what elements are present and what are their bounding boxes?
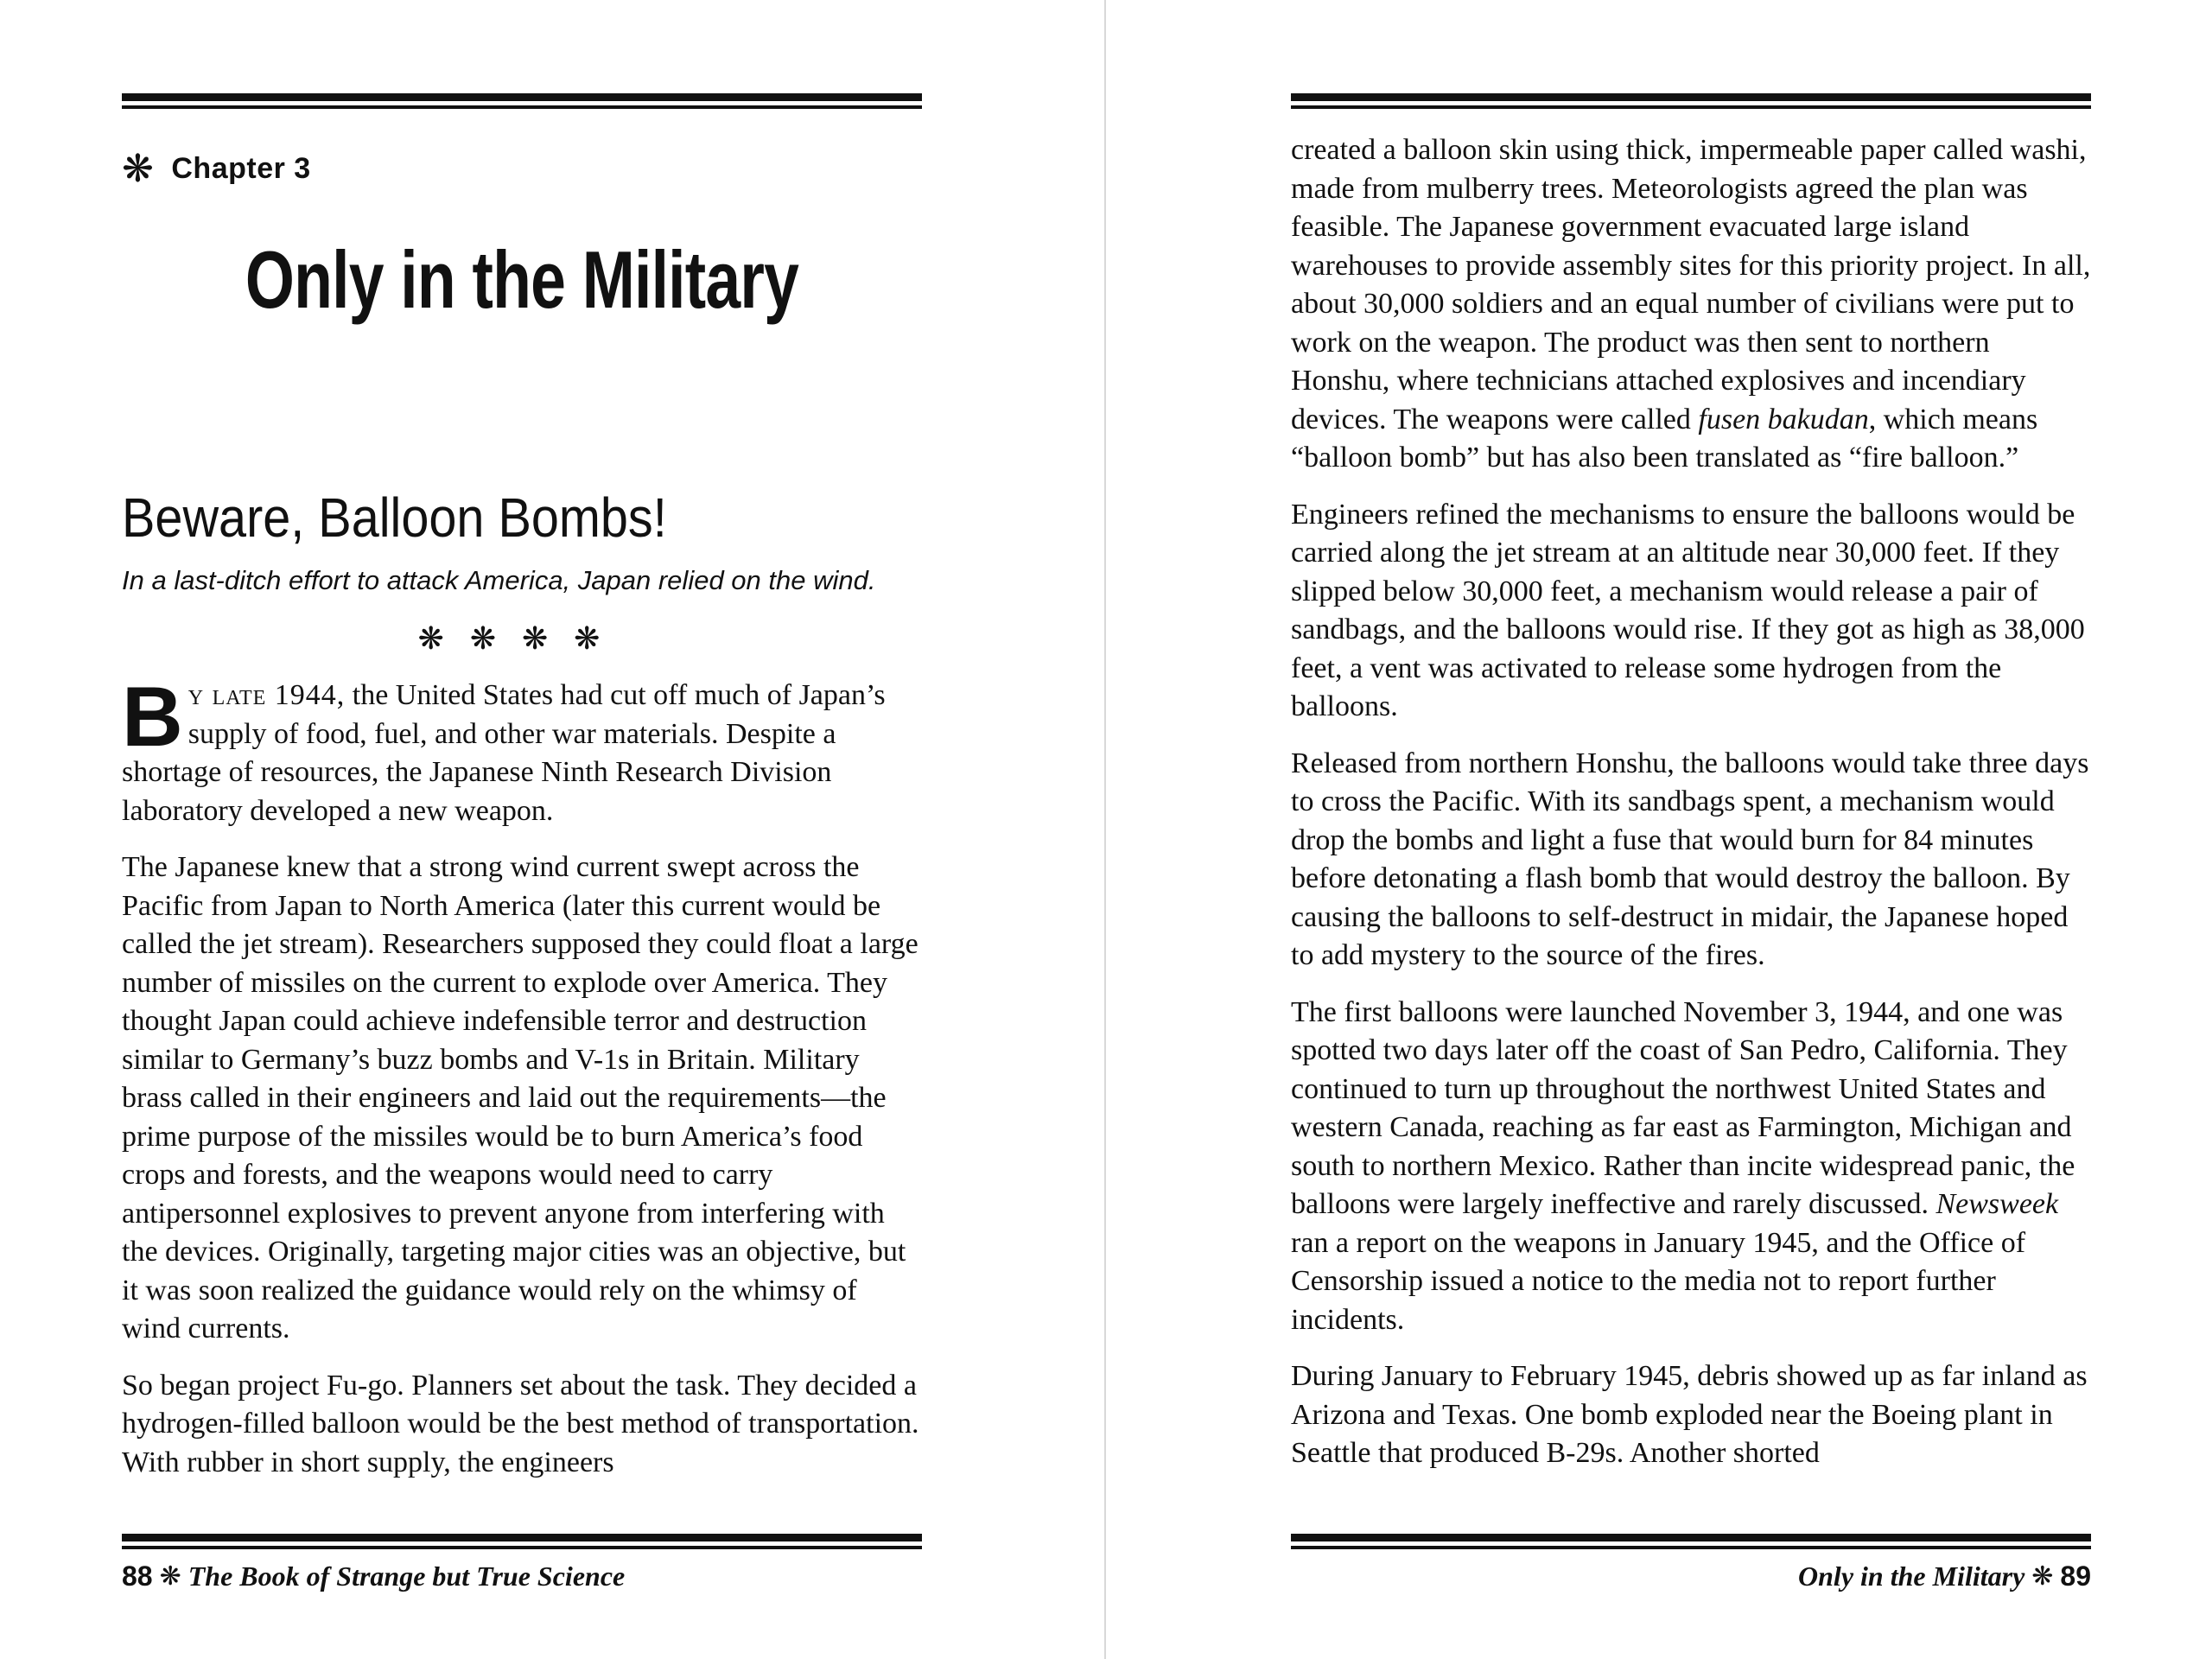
asterisk-star-icon: ❋ bbox=[159, 1562, 181, 1591]
italic-term: fusen bakudan bbox=[1698, 403, 1869, 435]
paragraph: During January to February 1945, debris showed up as far inland as Arizona and Texas. One bomb exploded near the Boeing plant in Seattle that produced B-29s. Another shorted bbox=[1291, 1360, 2088, 1469]
left-footer bbox=[122, 1560, 625, 1592]
right-footer bbox=[1798, 1560, 2091, 1592]
right-body-text bbox=[1291, 131, 2091, 1491]
chapter-label-text: Chapter 3 bbox=[171, 152, 311, 185]
paragraph bbox=[122, 669, 922, 830]
paragraph: The Japanese knew that a strong wind current swept across the Pacific from Japan to North America (later this current would be called the jet stream). Researchers supposed they could float a large number of missiles on the current to explode over America. They thought Japan could achieve indefensible terror and destruction similar to Germany’s buzz bombs and V-1s in Britain. Military brass called in their engineers and laid out the requirements—the prime purpose of the missiles would be to burn America’s food crops and forests, and the weapons would need to carry antipersonnel explosives to prevent anyone from interfering with the devices. Originally, targeting major cities was an objective, but it was soon realized the guidance would rely on the whimsy of wind currents. bbox=[122, 851, 918, 1344]
left-body-text bbox=[122, 669, 922, 1500]
right-page bbox=[1291, 0, 2091, 1659]
asterisk-star-icon: ❋ bbox=[2031, 1562, 2054, 1591]
paragraph: Engineers refined the mechanisms to ensure the balloons would be carried along the jet stream at an altitude near 30,000 feet. If they slipped below 30,000 feet, a mechanism would release a pair of sandbags, and the balloons would rise. If they got as high as 38,000 feet, a vent was activated to release some hydrogen from the balloons. bbox=[1291, 498, 2085, 722]
paragraph: Released from northern Honshu, the balloons would take three days to cross the Pacific. With its sandbags spent, a mechanism would drop the bombs and light a fuse that would burn for 84 minutes before detonating a flash bomb that would destroy the balloon. By causing the balloons to self-destruct in midair, the Japanese hoped to add mystery to the source of the fires. bbox=[1291, 747, 2089, 971]
book-spine bbox=[1104, 0, 1106, 1659]
drop-cap: B bbox=[122, 669, 183, 764]
paragraph-text: ran a report on the weapons in January 1945, and the Office of Censorship issued a notice to the media not to report further incidents. bbox=[1291, 1226, 2026, 1336]
ornament-divider: ❋❋❋❋ bbox=[417, 621, 626, 656]
chapter-title: Only in the Military bbox=[245, 234, 799, 325]
paragraph: So began project Fu-go. Planners set about the task. They decided a hydrogen-filled balloon would be the best method of transportation. With rubber in short supply, the engineers bbox=[122, 1369, 919, 1478]
lead-smallcaps: y late 1944, bbox=[188, 679, 346, 711]
top-rule bbox=[1291, 93, 2091, 109]
paragraph-text: the United States had cut off much of Japan’s supply of food, fuel, and other war materials. Despite a shortage of resources, the Japanese Ninth Research Division laboratory developed a new weapon. bbox=[122, 679, 886, 827]
bottom-rule bbox=[122, 1534, 922, 1549]
running-title: The Book of Strange but True Science bbox=[188, 1560, 626, 1592]
italic-publication: Newsweek bbox=[1936, 1188, 2059, 1220]
page-number: 89 bbox=[2060, 1560, 2091, 1592]
chapter-label bbox=[122, 147, 311, 191]
section-subtitle: In a last-ditch effort to attack America, Japan relied on the wind. bbox=[122, 565, 876, 595]
section-title: Beware, Balloon Bombs! bbox=[122, 486, 667, 549]
paragraph-text: created a balloon skin using thick, impermeable paper called washi, made from mulberry trees. Meteorologists agreed the plan was feasible. The Japanese government evacuated large island warehouses to provide assembly sites for this priority project. In all, about 30,000 soldiers and an equal number of civilians were put to work on the weapon. The product was then sent to northern Honshu, where technicians attached explosives and incendiary devices. The weapons were called bbox=[1291, 134, 2091, 435]
bottom-rule bbox=[1291, 1534, 2091, 1549]
paragraph-text: The first balloons were launched November 3, 1944, and one was spotted two days later off the coast of San Pedro, California. They continued to turn up throughout the northwest United States and western Canada, reaching as far east as Farmington, Michigan and south to northern Mexico. Rather than incite widespread panic, the balloons were largely ineffective and rarely discussed. bbox=[1291, 995, 2075, 1220]
running-title: Only in the Military bbox=[1798, 1560, 2025, 1592]
page-number: 88 bbox=[122, 1560, 153, 1592]
top-rule bbox=[122, 93, 922, 109]
paragraph bbox=[1291, 994, 2091, 1340]
paragraph bbox=[1291, 131, 2091, 478]
left-page bbox=[122, 0, 922, 1659]
asterisk-star-icon: ❋ bbox=[122, 148, 155, 190]
paragraph-text: , which means “balloon bomb” but has also been translated as “fire balloon.” bbox=[1291, 403, 2038, 474]
